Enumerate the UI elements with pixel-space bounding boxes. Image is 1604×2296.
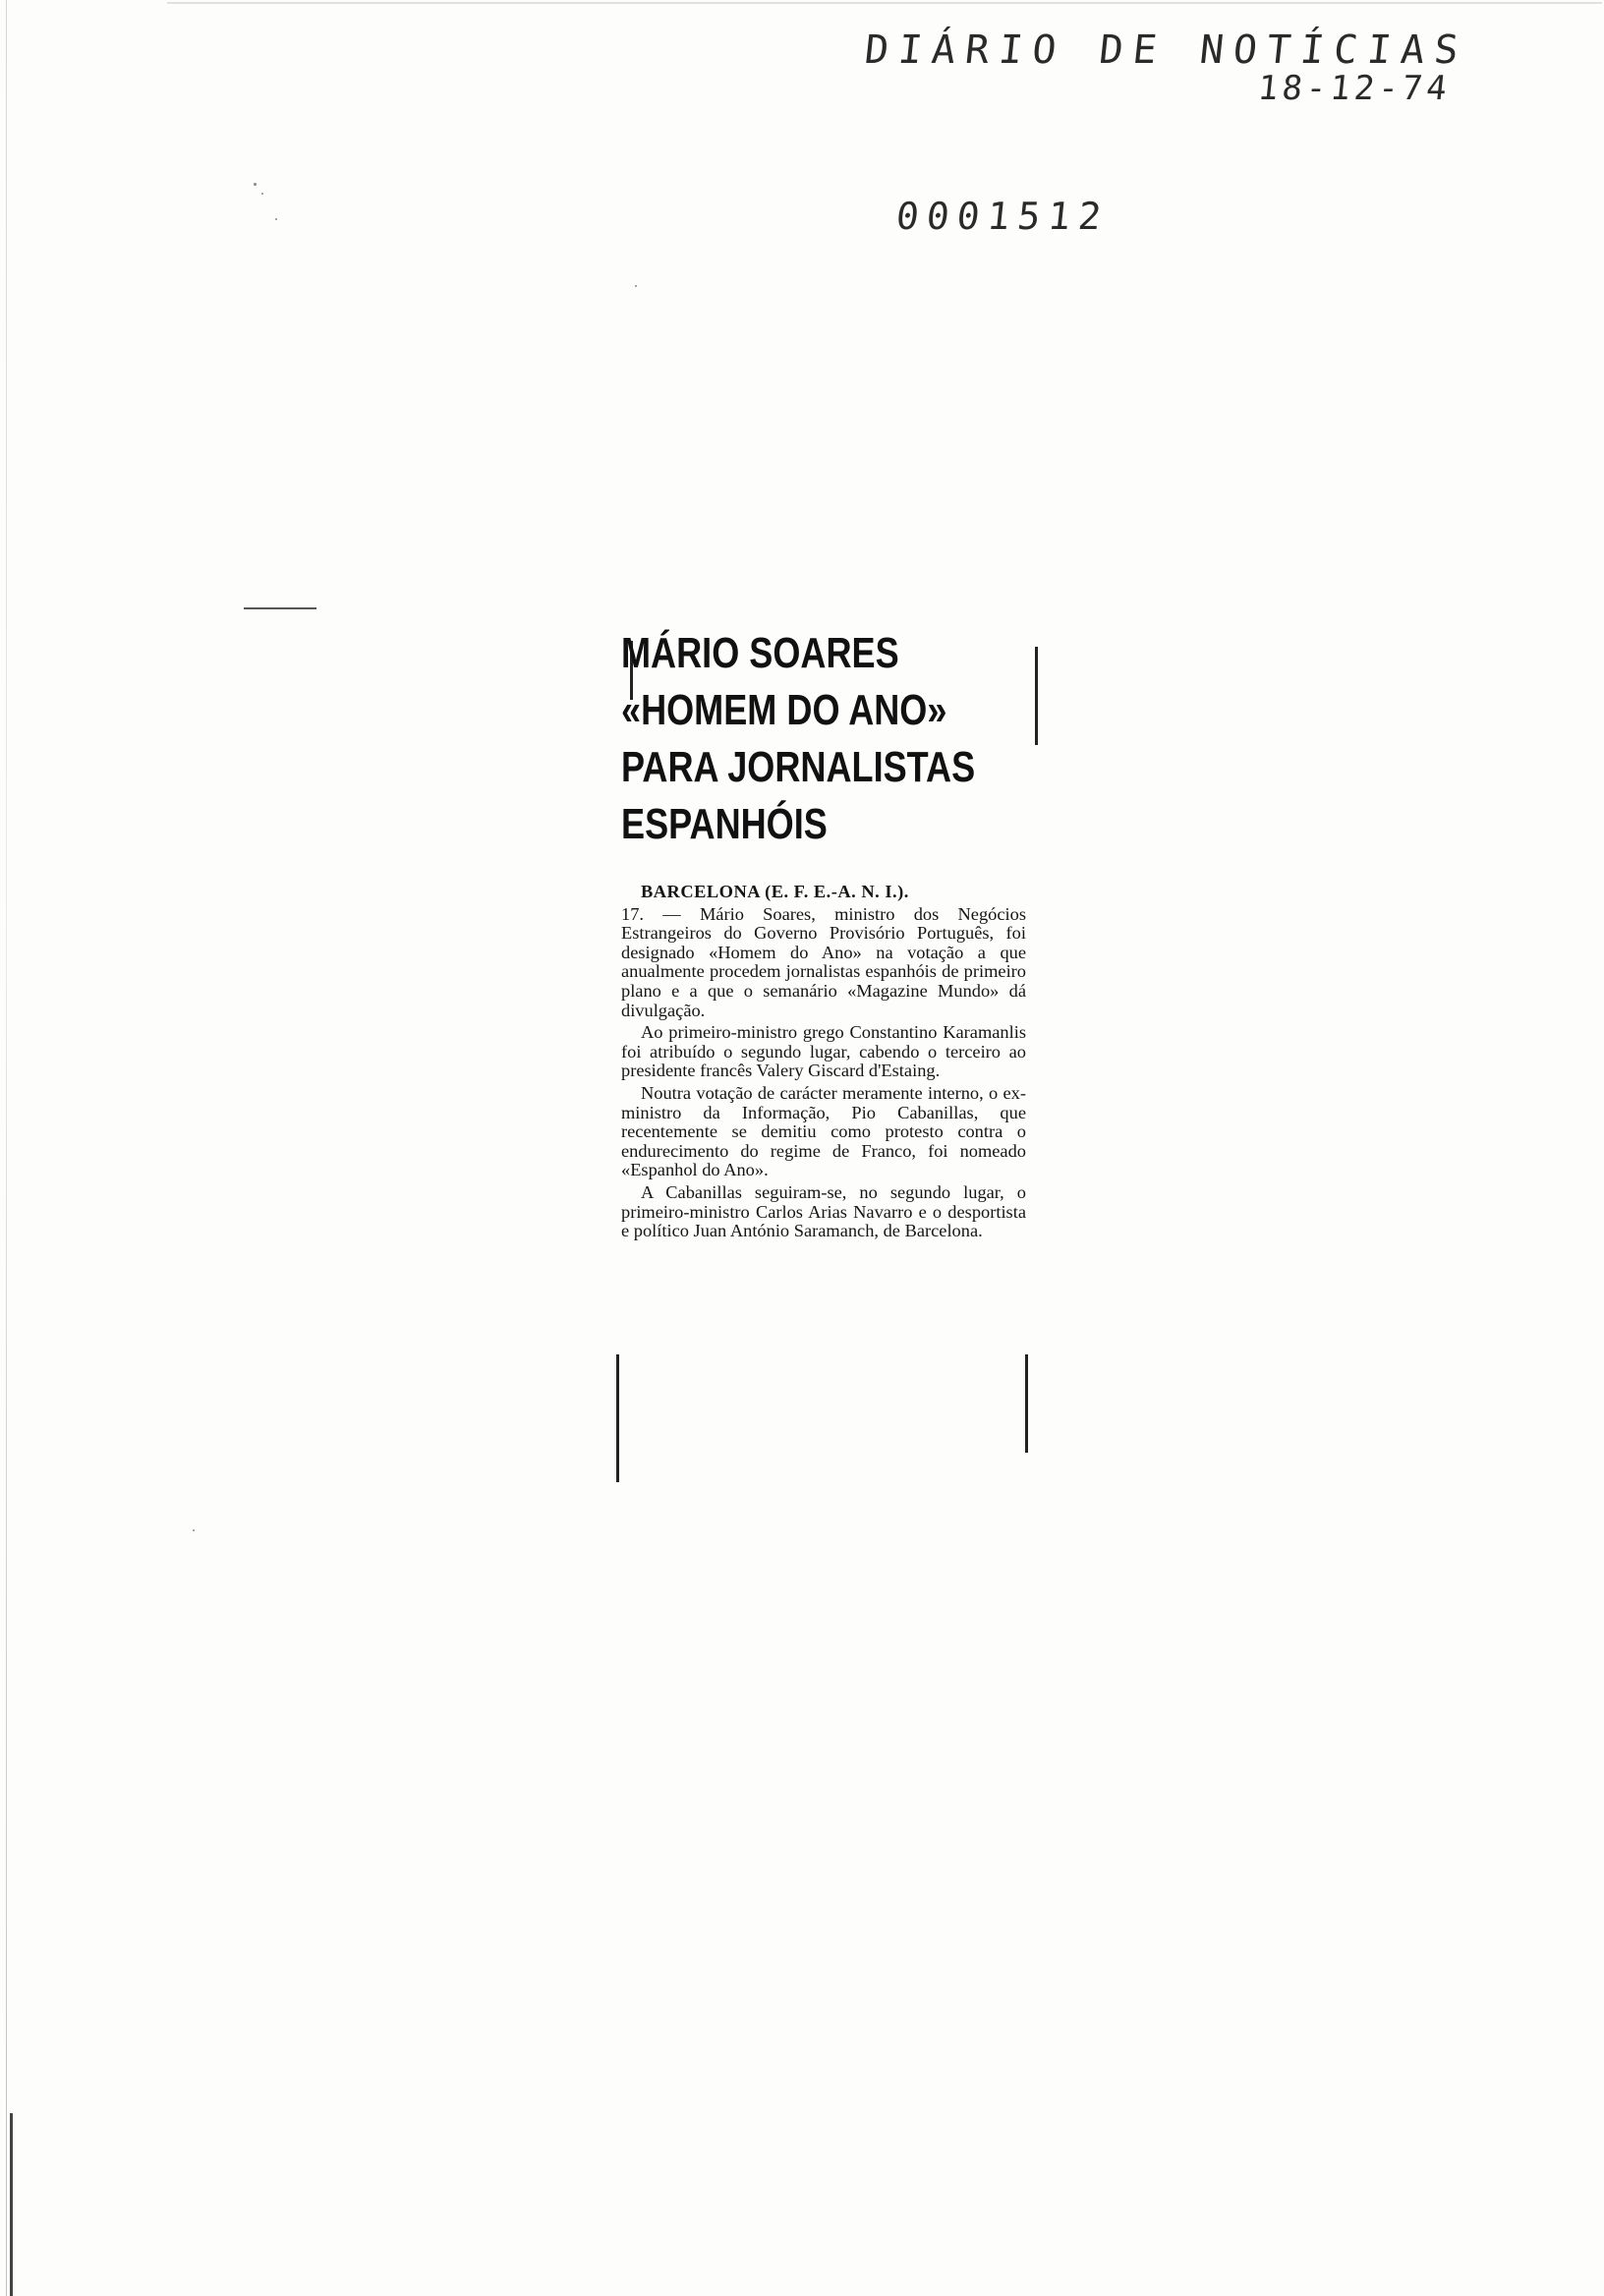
headline-line: PARA JORNALISTAS xyxy=(621,743,976,791)
handwritten-source: DIÁRIO DE NOTÍCIAS xyxy=(862,28,1470,73)
clipping-bracket-body-right xyxy=(1025,1354,1028,1453)
headline-line: «HOMEM DO ANO» xyxy=(621,686,947,734)
article-paragraph: 17. — Mário Soares, ministro dos Negócios Estrangeiros do Governo Provisório Português, foi designado «Homem do Ano» na votação a que anualmente procedem jornalistas espanhóis de primeiro plano e a que o semanário «Magazine Mundo» dá divulgação. xyxy=(621,903,1026,1020)
scan-edge-top xyxy=(167,2,1602,4)
headline-line: ESPANHÓIS xyxy=(621,800,828,848)
scan-edge-left xyxy=(6,0,7,2296)
dateline-text: BARCELONA (E. F. E.-A. N. I.). xyxy=(641,882,909,901)
article-paragraph: A Cabanillas seguiram-se, no segundo lugar, o primeiro-ministro Carlos Arias Navarro e o desportista e político Juan António Saramanch, de Barcelona. xyxy=(621,1181,1026,1241)
scan-mark xyxy=(10,2113,13,2296)
article-paragraph: Noutra votação de carácter meramente interno, o ex-ministro da Informação, Pio Cabanillas, que recentemente se demitiu como protesto contra o endurecimento do regime de Franco, foi nomeado «Espanhol do Ano». xyxy=(621,1082,1026,1180)
article-headline xyxy=(621,625,1034,853)
clipping-top-rule xyxy=(244,607,316,609)
newspaper-clipping xyxy=(621,625,1034,1244)
article-body xyxy=(621,883,1026,1241)
clipping-bracket-right xyxy=(1035,647,1038,745)
article-paragraph: Ao primeiro-ministro grego Constantino Karamanlis foi atribuído o segundo lugar, cabendo o terceiro ao presidente francês Valery Giscard d'Estaing. xyxy=(621,1022,1026,1081)
scan-speck xyxy=(275,218,277,220)
scan-speck xyxy=(254,183,257,186)
handwritten-archive-number: 0001512 xyxy=(893,195,1112,238)
handwritten-date: 18-12-74 xyxy=(1255,69,1453,108)
clipping-bracket-body-left xyxy=(616,1354,619,1482)
scan-speck xyxy=(261,193,263,195)
article-dateline xyxy=(621,883,1026,902)
headline-line: MÁRIO SOARES xyxy=(621,629,899,677)
scan-speck xyxy=(193,1529,195,1531)
scan-speck xyxy=(635,285,637,287)
